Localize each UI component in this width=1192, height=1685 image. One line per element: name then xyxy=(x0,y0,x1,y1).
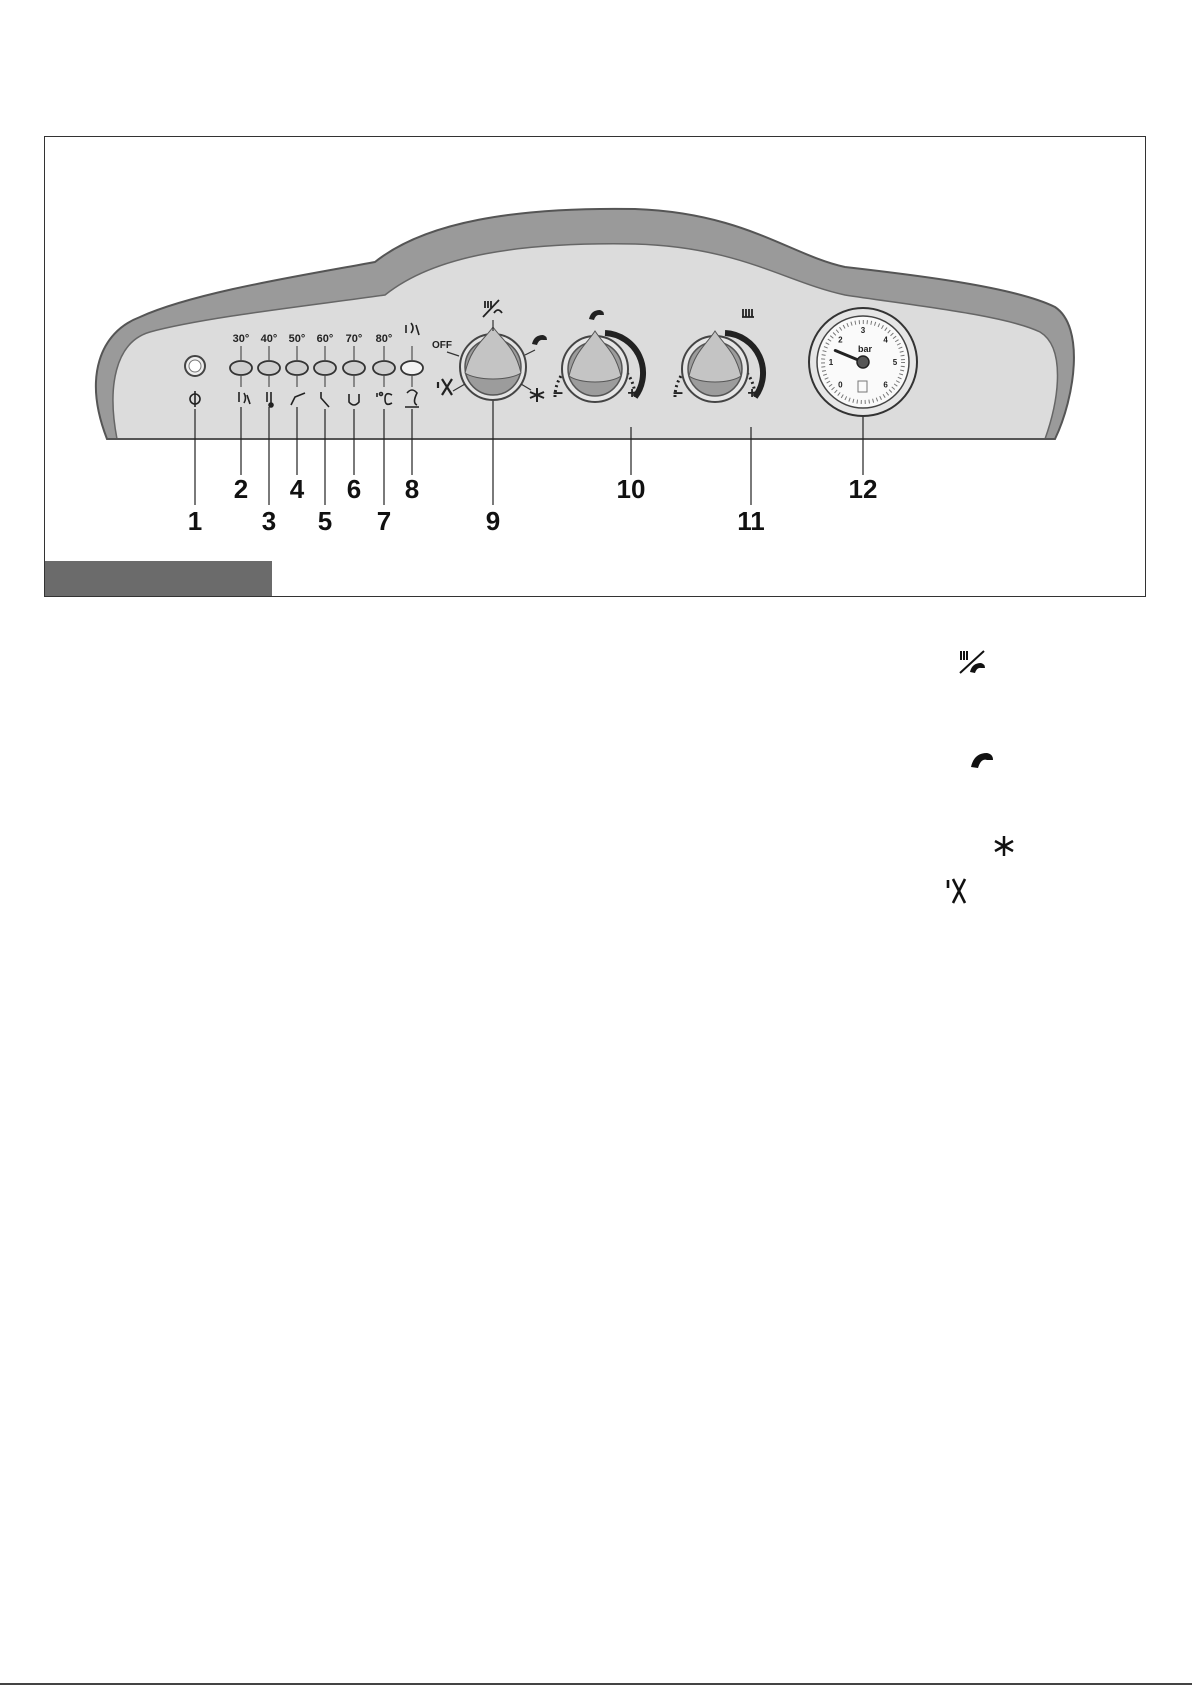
led-70 xyxy=(343,361,365,375)
reset-icon xyxy=(944,877,980,907)
callout-8: 8 xyxy=(404,474,420,504)
led-30-label: 30° xyxy=(232,333,250,345)
led-50-label: 50° xyxy=(288,333,306,345)
callout-11: 11 xyxy=(737,506,765,536)
callout-6: 6 xyxy=(346,474,362,504)
callout-2: 2 xyxy=(233,474,249,504)
gauge-scale-label: 4 xyxy=(883,335,888,345)
gauge-unit: bar xyxy=(857,344,873,354)
led-30 xyxy=(230,361,252,375)
tap-icon xyxy=(965,745,1001,775)
led-80 xyxy=(373,361,395,375)
gauge-scale-label: 5 xyxy=(892,358,898,367)
callout-4: 4 xyxy=(289,474,305,504)
snowflake-icon xyxy=(990,832,1026,862)
selector-off-label: OFF xyxy=(432,340,452,351)
pressure-gauge xyxy=(809,308,917,416)
knob-11-minus: – xyxy=(672,382,684,402)
led-50 xyxy=(286,361,308,375)
led-80-label: 80° xyxy=(375,333,393,345)
led-70-label: 70° xyxy=(345,333,363,345)
gauge-scale-label: 6 xyxy=(883,380,888,390)
radiator-and-tap-icon xyxy=(955,648,991,678)
led-40-label: 40° xyxy=(260,333,278,345)
gauge-scale-label: 0 xyxy=(838,380,843,390)
callout-7: 7 xyxy=(376,506,392,536)
callout-1: 1 xyxy=(187,506,203,536)
callout-12: 12 xyxy=(848,474,878,504)
power-button[interactable] xyxy=(185,356,205,376)
gauge-scale-label: 2 xyxy=(838,335,843,345)
led-burner xyxy=(401,361,423,375)
led-60-label: 60° xyxy=(316,333,334,345)
knob-10-minus: – xyxy=(552,382,564,402)
callout-9: 9 xyxy=(485,506,501,536)
control-panel-illustration xyxy=(45,137,1145,596)
led-60 xyxy=(314,361,336,375)
control-panel-figure xyxy=(44,136,1146,597)
callout-3: 3 xyxy=(261,506,277,536)
callout-5: 5 xyxy=(317,506,333,536)
knob-11-plus: + xyxy=(747,385,757,402)
led-40 xyxy=(258,361,280,375)
callout-10: 10 xyxy=(616,474,646,504)
gauge-scale-label: 1 xyxy=(828,358,834,367)
figure-tab xyxy=(45,561,272,596)
gauge-scale-label: 3 xyxy=(860,326,866,335)
knob-10-plus: + xyxy=(627,385,637,402)
